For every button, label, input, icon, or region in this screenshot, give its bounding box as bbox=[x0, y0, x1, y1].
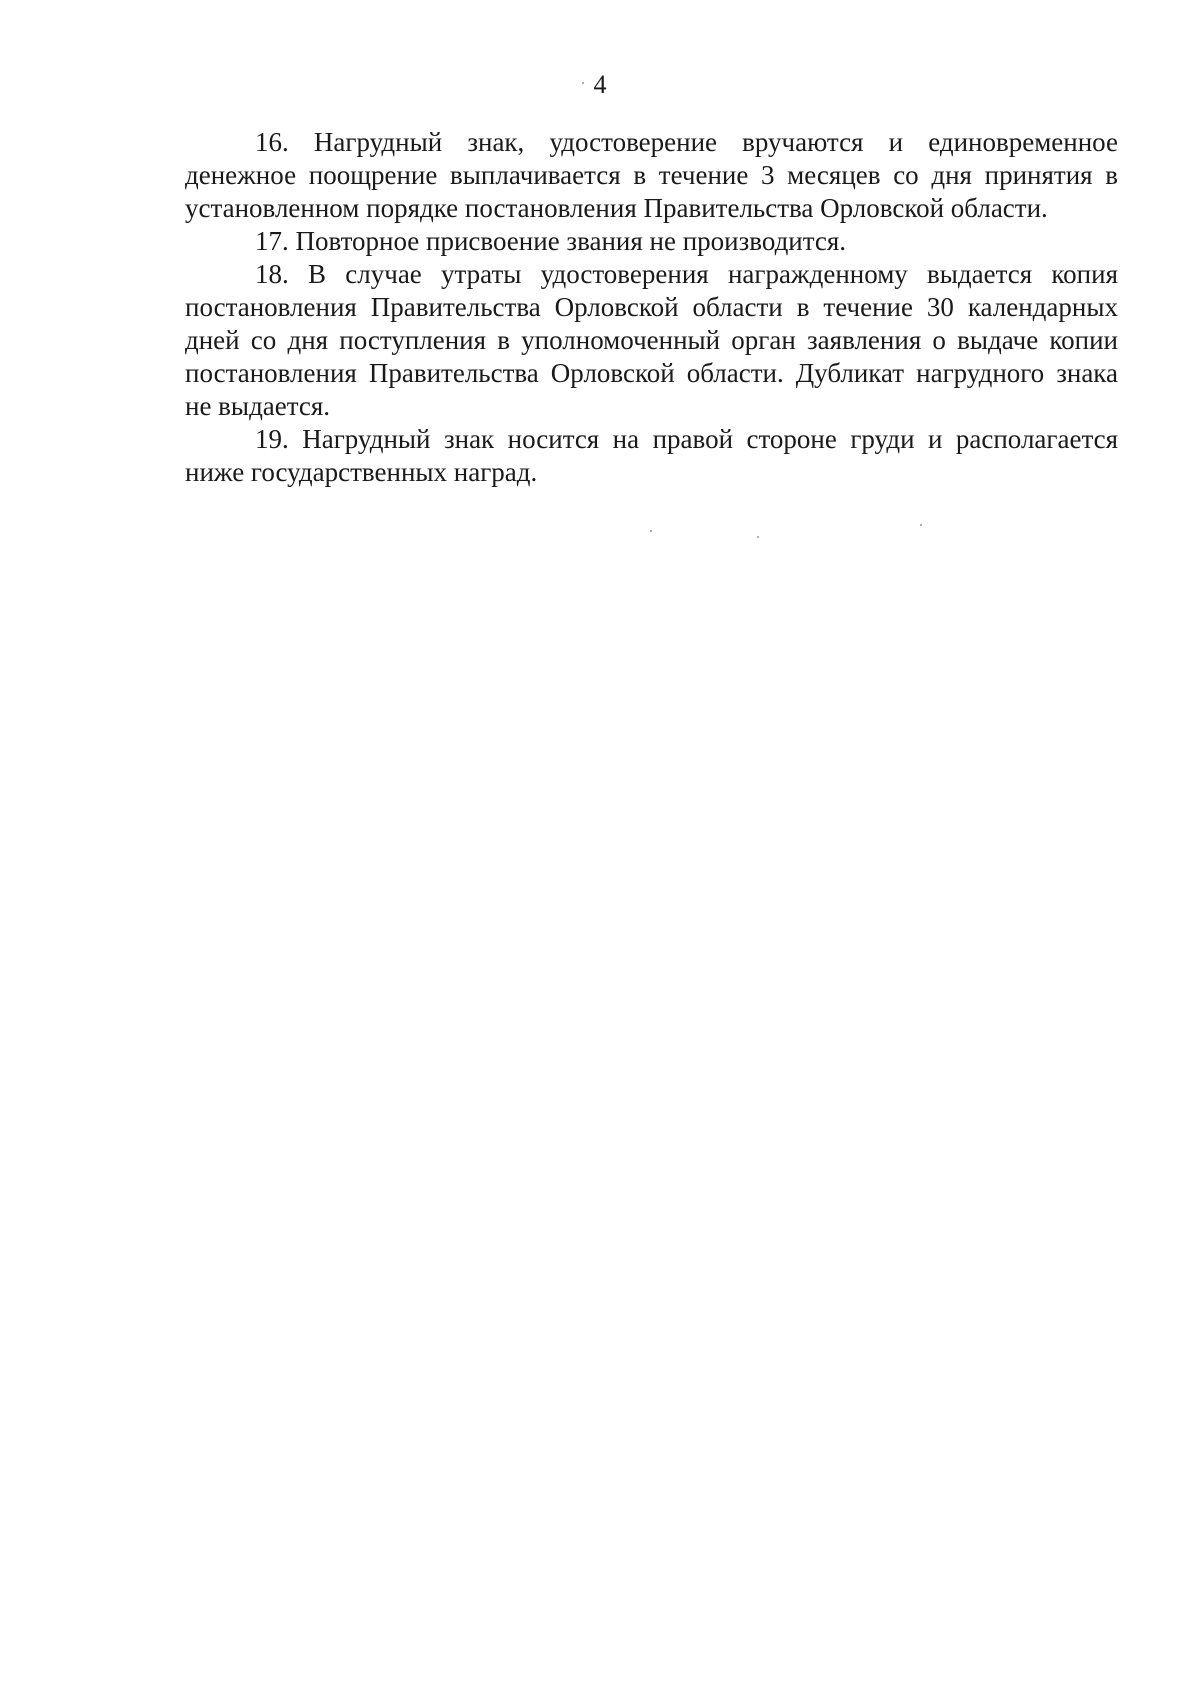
page-number: 4 bbox=[593, 70, 607, 99]
scan-speck bbox=[650, 530, 652, 532]
scan-speck bbox=[920, 524, 922, 526]
scan-speck bbox=[757, 536, 759, 538]
paragraph-18: 18. В случае утраты удостоверения награжденному выдается копия постановления Правительства Орловской области в течение 30 календарных дней со дня поступления в уполномоченный орган заявления о выдаче копии постановления Правительства Орловской области. Дубликат нагрудного знака не выдается. bbox=[185, 259, 1118, 421]
document-body bbox=[185, 126, 1118, 489]
paragraph-19: 19. Нагрудный знак носится на правой стороне груди и располагается ниже государственных наград. bbox=[185, 424, 1118, 487]
paragraph-16: 16. Нагрудный знак, удостоверение вручаются и единовременное денежное поощрение выплачивается в течение 3 месяцев со дня принятия в установленном порядке постановления Правительства Орловской области. bbox=[185, 127, 1118, 223]
paragraph-17: 17. Повторное присвоение звания не производится. bbox=[255, 226, 847, 256]
scan-speck bbox=[582, 82, 584, 84]
